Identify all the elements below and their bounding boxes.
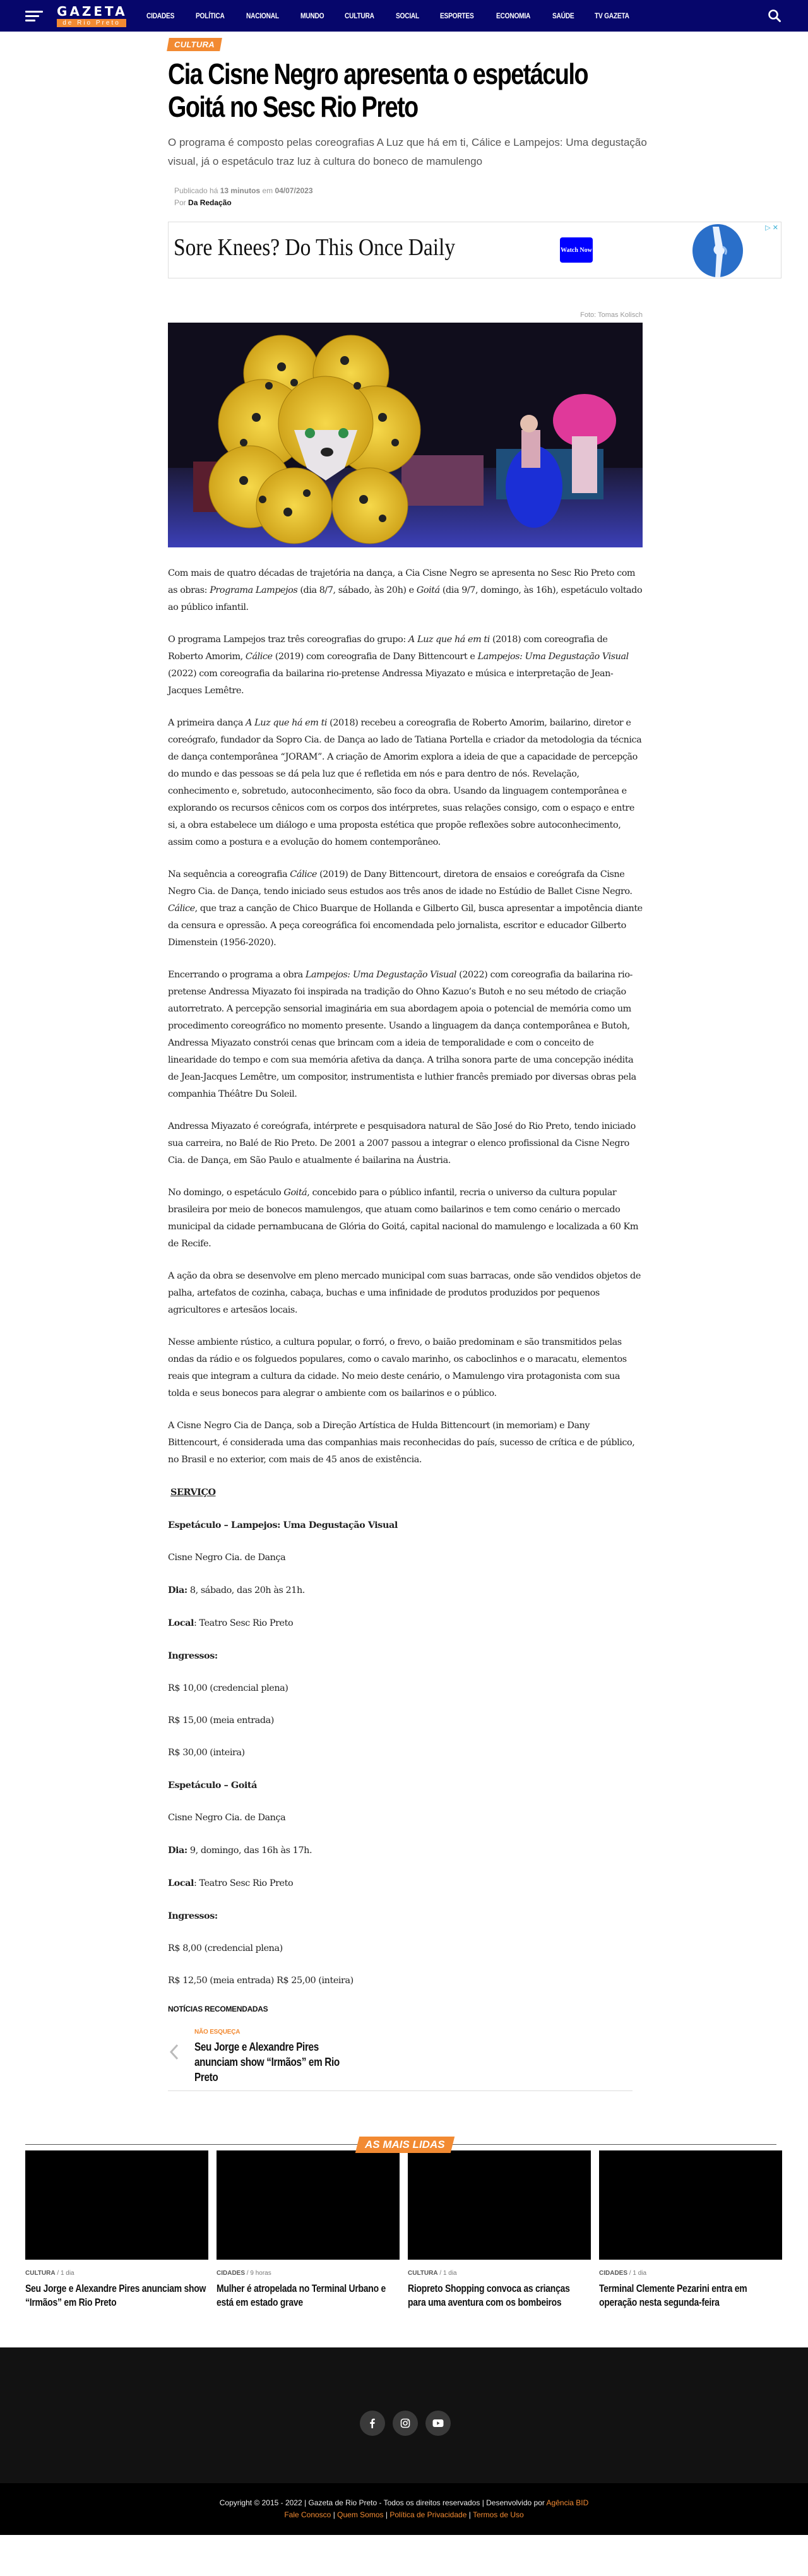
published-line — [174, 185, 644, 197]
paragraph-7: No domingo, o espetáculo Goitá, concebido para o público infantil, recria o universo da cultura popular brasileira por meio de bonecos mamulengos, que atuam como bailarinos e tem como cenário o mercado municipal da cidade pernambucana de Glória do Goitá, capital nacional do mamulengo e localizada a 60 Km de Recife. — [168, 1188, 639, 1249]
show-1-day: Dia: 8, sábado, das 20h às 21h. — [168, 1585, 305, 1595]
main-nav — [146, 0, 651, 32]
card-image[interactable] — [217, 2150, 400, 2260]
logo-main-text: GAZETA — [57, 4, 128, 19]
nav-item-saude[interactable]: SAÚDE — [552, 11, 574, 20]
card-title[interactable]: Terminal Clemente Pezarini entra em operação nesta segunda-feira — [599, 2282, 747, 2308]
top-navigation — [0, 0, 808, 32]
separator: | — [466, 2510, 473, 2519]
show-2-local: Local: Teatro Sesc Rio Preto — [168, 1878, 294, 1888]
ad-banner[interactable] — [168, 222, 781, 278]
footer-link-privacidade[interactable]: Política de Privacidade — [389, 2510, 467, 2519]
site-logo[interactable] — [57, 4, 126, 27]
most-read-badge: AS MAIS LIDAS — [355, 2137, 454, 2153]
published-prefix: Publicado há — [174, 186, 218, 195]
published-date: 04/07/2023 — [275, 186, 313, 195]
card-title[interactable]: Mulher é atropelada no Terminal Urbano e está em estado grave — [217, 2282, 386, 2308]
paragraph-2: O programa Lampejos traz três coreografias do grupo: A Luz que há em ti (2018) com coreografia de Roberto Amorim, Cálice (2019) com coreografia de Dany Bittencourt e Lampejos: Uma Degustação Visual (2022) com coreografia da bailarina rio-pretense Andressa Miyazato e música e interpretação de Jean-Jacques Lemêtre. — [168, 635, 629, 696]
most-read-cards — [25, 2150, 808, 2310]
separator: | — [383, 2510, 390, 2519]
instagram-icon[interactable] — [393, 2411, 418, 2436]
nav-item-social[interactable]: SOCIAL — [396, 11, 420, 20]
youtube-icon[interactable] — [425, 2411, 451, 2436]
search-icon[interactable] — [768, 9, 781, 23]
card-meta: CULTURA / 1 dia — [25, 2270, 74, 2277]
card-image[interactable] — [25, 2150, 208, 2260]
category-badge[interactable] — [167, 38, 222, 51]
show-1-company: Cisne Negro Cia. de Dança — [168, 1553, 286, 1563]
card-meta: CULTURA / 1 dia — [408, 2270, 457, 2277]
adchoices-icon[interactable]: ▷ ✕ — [765, 224, 778, 232]
card-title[interactable]: Riopreto Shopping convoca as crianças para uma aventura com os bombeiros — [408, 2282, 570, 2308]
recommended-headline[interactable]: Seu Jorge e Alexandre Pires anunciam show “Irmãos” em Rio Preto — [194, 2041, 340, 2084]
copyright-text: Copyright © 2015 - 2022 | Gazeta de Rio Preto - Todos os direitos reservados | Desenvolvido por — [219, 2498, 547, 2507]
footer-link-quem-somos[interactable]: Quem Somos — [337, 2510, 384, 2519]
show-1-title: Espetáculo – Lampejos: Uma Degustação Visual — [168, 1520, 398, 1530]
paragraph-4: Na sequência a coreografia Cálice (2019) de Dany Bittencourt, diretora de ensaios e coreógrafa da Cisne Negro Cia. de Dança, tendo iniciado seus estudos aos três anos de idade no Estúdio de Ballet Cisne Negro. Cálice, que traz a canção de Chico Buarque de Hollanda e Gilberto Gil, busca apresentar a impotência diante da censura e opressão. A peça coreográfica foi encomendada pelo jornalista, escritor e educador Gilberto Dimenstein (1956-2020). — [168, 869, 643, 948]
author-line — [174, 197, 644, 209]
card-meta: CIDADES / 1 dia — [599, 2270, 647, 2277]
show-2-tickets-label: Ingressos: — [168, 1911, 218, 1921]
show-2-ticket: R$ 8,00 (credencial plena) — [168, 1943, 283, 1953]
most-read-card[interactable] — [408, 2150, 591, 2310]
footer-social-area — [0, 2347, 808, 2483]
ad-watch-button[interactable]: Watch Now — [560, 237, 593, 263]
show-1-ticket: R$ 15,00 (meia entrada) — [168, 1715, 274, 1726]
article-subtitle: O programa é composto pelas coreografias A Luz que há em ti, Cálice e Lampejos: Uma degustação visual, já o espetáculo traz luz à cultura do boneco de mamulengo — [168, 136, 647, 167]
stage-photo-illustration — [168, 323, 643, 547]
most-read-card[interactable] — [217, 2150, 400, 2310]
nav-item-esportes[interactable]: ESPORTES — [439, 11, 474, 20]
recommended-heading: NOTÍCIAS RECOMENDADAS — [168, 2005, 268, 2013]
nav-item-mundo[interactable]: MUNDO — [300, 11, 324, 20]
article-body — [168, 565, 643, 1989]
article — [164, 32, 778, 2091]
show-2-day: Dia: 9, domingo, das 16h às 17h. — [168, 1845, 312, 1856]
footer-link-termos[interactable]: Termos de Uso — [472, 2510, 524, 2519]
separator: | — [331, 2510, 338, 2519]
divider — [168, 2090, 633, 2091]
article-photo[interactable] — [168, 323, 643, 547]
social-links — [360, 2411, 458, 2436]
footer-copyright — [0, 2483, 808, 2535]
show-2-ticket: R$ 12,50 (meia entrada) R$ 25,00 (inteira) — [168, 1976, 354, 1986]
photo-credit: Foto: Tomas Kolisch — [580, 311, 643, 319]
most-read-header — [0, 2123, 808, 2148]
nav-item-cultura[interactable]: CULTURA — [345, 11, 375, 20]
logo-sub-text: de Rio Preto — [57, 19, 126, 27]
card-meta: CIDADES / 9 horas — [217, 2270, 271, 2277]
recommended-news — [168, 2005, 643, 2091]
card-title[interactable]: Seu Jorge e Alexandre Pires anunciam show “Irmãos” em Rio Preto — [25, 2282, 206, 2308]
article-title: Cia Cisne Negro apresenta o espetáculo Goitá no Sesc Rio Preto — [168, 57, 588, 123]
paragraph-9: Nesse ambiente rústico, a cultura popular, o forró, o frevo, o baião predominam e são transmitidos pelas ondas da rádio e os folguedos populares, como o cavalo marinho, os caboclinhos e o maracatu, elementos reais que integram a cultura da cidade. No meio deste cenário, o Mamulengo vira protagonista com sua tolda e seus bonecos para alegrar o ambiente com os bailarinos e o público. — [168, 1337, 627, 1398]
byline — [168, 185, 644, 209]
published-ago: 13 minutos — [220, 186, 261, 195]
nav-item-nacional[interactable]: NACIONAL — [246, 11, 279, 20]
show-2-company: Cisne Negro Cia. de Dança — [168, 1813, 286, 1823]
footer — [0, 2347, 808, 2535]
paragraph-5: Encerrando o programa a obra Lampejos: Uma Degustação Visual (2022) com coreografia da bailarina rio-pretense Andressa Miyazato foi inspirada na tradição do Ohno Kazuo’s Butoh e no seu método de criação autorretrato. A percepção sensorial imaginária em sua abordagem apoia o potencial de memória como um procedimento coreográfico no momento presente. Usando a linguagem da dança contemporânea e Butoh, Andressa Miyazato constrói cenas que brincam com a ideia de temporalidade e com o conceito de linearidade do tempo e com sua memória afetiva da dança. A trilha sonora parte de uma concepção inédita de Jean-Jacques Lemêtre, um compositor, instrumentista e luthier francês premiado por diversas obras pela companhia Théâtre Du Soleil. — [168, 970, 636, 1099]
nav-item-economia[interactable]: ECONOMIA — [496, 11, 530, 20]
category-label: CULTURA — [174, 40, 215, 49]
paragraph-8: A ação da obra se desenvolve em pleno mercado municipal com suas barracas, onde são vendidos objetos de palha, artefatos de cozinha, cabaça, buchas e uma infinidade de produtos produzidos por pequenos agricultores e artesãos locais. — [168, 1271, 641, 1315]
paragraph-1: Com mais de quatro décadas de trajetória na dança, a Cia Cisne Negro se apresenta no Sesc Rio Preto com as obras: Programa Lampejos (dia 8/7, sábado, às 20h) e Goitá (dia 9/7, domingo, às 16h), espetáculo voltado ao público infantil. — [168, 568, 643, 612]
facebook-icon[interactable] — [360, 2411, 385, 2436]
published-mid: em — [262, 186, 273, 195]
nav-item-politica[interactable]: POLÍTICA — [195, 11, 225, 20]
recommended-label: NÃO ESQUEÇA — [194, 2029, 241, 2036]
most-read-card[interactable] — [25, 2150, 208, 2310]
show-1-ticket: R$ 10,00 (credencial plena) — [168, 1683, 288, 1693]
show-1-ticket: R$ 30,00 (inteira) — [168, 1748, 245, 1758]
show-2-title: Espetáculo – Goitá — [168, 1780, 257, 1791]
chevron-left-icon[interactable] — [169, 2044, 179, 2060]
most-read-section — [0, 2123, 808, 2310]
most-read-card[interactable] — [599, 2150, 782, 2310]
knee-icon — [691, 224, 744, 277]
footer-link-fale-conosco[interactable]: Fale Conosco — [284, 2510, 331, 2519]
paragraph-6: Andressa Miyazato é coreógrafa, intérprete e pesquisadora natural de São José do Rio Preto, tendo iniciado sua carreira, no Balé de Rio Preto. De 2001 a 2007 passou a integrar o elenco profissional da Cisne Negro Cia. de Dança, em São Paulo e atualmente é bailarina na Áustria. — [168, 1121, 636, 1166]
show-1-local: Local: Teatro Sesc Rio Preto — [168, 1618, 294, 1628]
nav-item-tv-gazeta[interactable]: TV GAZETA — [594, 11, 629, 20]
ad-container — [3, 222, 781, 278]
paragraph-10: A Cisne Negro Cia de Dança, sob a Direção Artística de Hulda Bittencourt (in memoriam) e Dany Bittencourt, é considerada uma das companhias mais reconhecidas do país, sucesso de crítica e de público, no Brasil e no exterior, com mais de 45 anos de existência. — [168, 1421, 635, 1465]
agency-link[interactable]: Agência BID — [546, 2498, 589, 2507]
hamburger-menu-icon[interactable] — [25, 11, 44, 22]
author-name[interactable]: Da Redação — [188, 198, 232, 207]
servico-heading: SERVIÇO — [170, 1487, 216, 1498]
author-prefix: Por — [174, 198, 186, 207]
nav-item-cidades[interactable]: CIDADES — [146, 11, 175, 20]
paragraph-3: A primeira dança A Luz que há em ti (2018) recebeu a coreografia de Roberto Amorim, bailarino, diretor e coreógrafo, fundador da Sopro Cia. de Dança ao lado de Tatiana Portella e criador da metodologia da técnica de dança contemporânea “JORAM”. A criação de Amorim explora a ideia de que a capacidade de percepção do mundo e das pessoas se dá pela luz que é refletida em nós e para dentro de nós. Revelação, conhecimento e, sobretudo, autoconhecimento, são foco da obra. Usando da linguagem contemporânea e explorando os recursos cênicos com os corpos dos intérpretes, suas relações consigo, com o espaço e entre si, a obra estabelece um diálogo e uma proposta estética que propõe reflexões sobre autoconhecimento, assim como a postura e a evolução do homem contemporâneo. — [168, 718, 642, 847]
ad-headline[interactable]: Sore Knees? Do This Once Daily — [174, 234, 456, 261]
card-image[interactable] — [599, 2150, 782, 2260]
card-image[interactable] — [408, 2150, 591, 2260]
show-1-tickets-label: Ingressos: — [168, 1650, 218, 1661]
recommended-item[interactable] — [168, 2029, 643, 2084]
